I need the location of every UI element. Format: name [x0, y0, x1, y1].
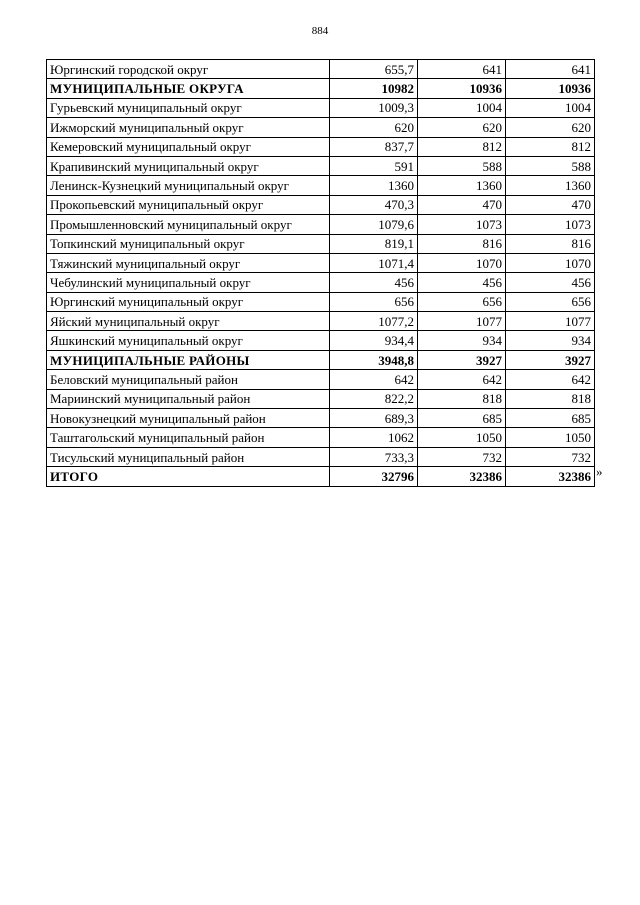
value-cell-2: 642: [418, 370, 506, 389]
value-cell-2: 685: [418, 409, 506, 428]
value-cell-1: 656: [330, 292, 418, 311]
table-row: [47, 409, 595, 428]
row-name-cell: Тисульский муниципальный район: [47, 447, 330, 466]
row-name-cell: Крапивинский муниципальный округ: [47, 156, 330, 175]
table-row: [47, 195, 595, 214]
table-row: [47, 60, 595, 79]
value-cell-1: 934,4: [330, 331, 418, 350]
table-row: [47, 312, 595, 331]
row-name-cell: Яйский муниципальный округ: [47, 312, 330, 331]
value-cell-2: 620: [418, 118, 506, 137]
value-cell-3: 732: [506, 447, 595, 466]
value-cell-1: 819,1: [330, 234, 418, 253]
value-cell-3: 934: [506, 331, 595, 350]
value-cell-3: 10936: [506, 79, 595, 98]
value-cell-2: 3927: [418, 350, 506, 369]
value-cell-3: 1004: [506, 98, 595, 117]
row-name-cell: Ленинск-Кузнецкий муниципальный округ: [47, 176, 330, 195]
value-cell-2: 934: [418, 331, 506, 350]
table-row: [47, 156, 595, 175]
row-name-cell: Гурьевский муниципальный округ: [47, 98, 330, 117]
row-name-cell: Таштагольский муниципальный район: [47, 428, 330, 447]
value-cell-1: 1062: [330, 428, 418, 447]
value-cell-2: 588: [418, 156, 506, 175]
value-cell-2: 656: [418, 292, 506, 311]
value-cell-3: 656: [506, 292, 595, 311]
value-cell-3: 685: [506, 409, 595, 428]
value-cell-1: 642: [330, 370, 418, 389]
row-name-cell: Мариинский муниципальный район: [47, 389, 330, 408]
table-row-total: [47, 350, 595, 369]
row-name-cell: Промышленновский муниципальный округ: [47, 215, 330, 234]
table-row-total: [47, 467, 595, 486]
value-cell-1: 837,7: [330, 137, 418, 156]
value-cell-2: 818: [418, 389, 506, 408]
row-name-cell: Чебулинский муниципальный округ: [47, 273, 330, 292]
value-cell-2: 1004: [418, 98, 506, 117]
table-row-total: [47, 79, 595, 98]
value-cell-1: 1009,3: [330, 98, 418, 117]
value-cell-2: 812: [418, 137, 506, 156]
row-name-cell: Прокопьевский муниципальный округ: [47, 195, 330, 214]
value-cell-2: 1050: [418, 428, 506, 447]
value-cell-3: 470: [506, 195, 595, 214]
value-cell-3: 1050: [506, 428, 595, 447]
value-cell-1: 32796: [330, 467, 418, 486]
value-cell-2: 1073: [418, 215, 506, 234]
value-cell-2: 1360: [418, 176, 506, 195]
value-cell-2: 641: [418, 60, 506, 79]
table-row: [47, 176, 595, 195]
value-cell-1: 3948,8: [330, 350, 418, 369]
table-row: [47, 98, 595, 117]
value-cell-2: 470: [418, 195, 506, 214]
table-row: [47, 331, 595, 350]
value-cell-3: 3927: [506, 350, 595, 369]
value-cell-2: 732: [418, 447, 506, 466]
value-cell-3: 816: [506, 234, 595, 253]
value-cell-3: 1073: [506, 215, 595, 234]
row-name-cell: Юргинский муниципальный округ: [47, 292, 330, 311]
value-cell-3: 32386: [506, 467, 595, 486]
value-cell-2: 1077: [418, 312, 506, 331]
row-name-cell: ИТОГО: [47, 467, 330, 486]
value-cell-1: 1360: [330, 176, 418, 195]
page-number: 884: [311, 25, 329, 37]
table-body: [47, 60, 595, 487]
table-row: [47, 137, 595, 156]
table-row: [47, 428, 595, 447]
value-cell-2: 32386: [418, 467, 506, 486]
value-cell-1: 591: [330, 156, 418, 175]
value-cell-1: 10982: [330, 79, 418, 98]
closing-quote: »: [596, 464, 603, 479]
value-cell-1: 456: [330, 273, 418, 292]
table-row: [47, 389, 595, 408]
value-cell-2: 10936: [418, 79, 506, 98]
row-name-cell: Новокузнецкий муниципальный район: [47, 409, 330, 428]
row-name-cell: Беловский муниципальный район: [47, 370, 330, 389]
table-row: [47, 118, 595, 137]
value-cell-1: 689,3: [330, 409, 418, 428]
row-name-cell: МУНИЦИПАЛЬНЫЕ ОКРУГА: [47, 79, 330, 98]
value-cell-2: 456: [418, 273, 506, 292]
row-name-cell: Кемеровский муниципальный округ: [47, 137, 330, 156]
row-name-cell: Тяжинский муниципальный округ: [47, 253, 330, 272]
value-cell-3: 818: [506, 389, 595, 408]
table-row: [47, 253, 595, 272]
value-cell-3: 641: [506, 60, 595, 79]
value-cell-1: 733,3: [330, 447, 418, 466]
value-cell-1: 620: [330, 118, 418, 137]
table-row: [47, 447, 595, 466]
value-cell-1: 1077,2: [330, 312, 418, 331]
value-cell-1: 655,7: [330, 60, 418, 79]
value-cell-3: 1360: [506, 176, 595, 195]
value-cell-3: 1070: [506, 253, 595, 272]
table-row: [47, 292, 595, 311]
table-row: [47, 234, 595, 253]
value-cell-2: 1070: [418, 253, 506, 272]
value-cell-3: 1077: [506, 312, 595, 331]
allocation-table: [46, 59, 595, 487]
row-name-cell: Яшкинский муниципальный округ: [47, 331, 330, 350]
row-name-cell: Топкинский муниципальный округ: [47, 234, 330, 253]
value-cell-3: 812: [506, 137, 595, 156]
value-cell-3: 588: [506, 156, 595, 175]
table-row: [47, 273, 595, 292]
value-cell-3: 620: [506, 118, 595, 137]
row-name-cell: МУНИЦИПАЛЬНЫЕ РАЙОНЫ: [47, 350, 330, 369]
value-cell-3: 456: [506, 273, 595, 292]
value-cell-3: 642: [506, 370, 595, 389]
table-row: [47, 370, 595, 389]
value-cell-1: 822,2: [330, 389, 418, 408]
value-cell-1: 1079,6: [330, 215, 418, 234]
value-cell-2: 816: [418, 234, 506, 253]
value-cell-1: 470,3: [330, 195, 418, 214]
row-name-cell: Ижморский муниципальный округ: [47, 118, 330, 137]
row-name-cell: Юргинский городской округ: [47, 60, 330, 79]
value-cell-1: 1071,4: [330, 253, 418, 272]
table-row: [47, 215, 595, 234]
